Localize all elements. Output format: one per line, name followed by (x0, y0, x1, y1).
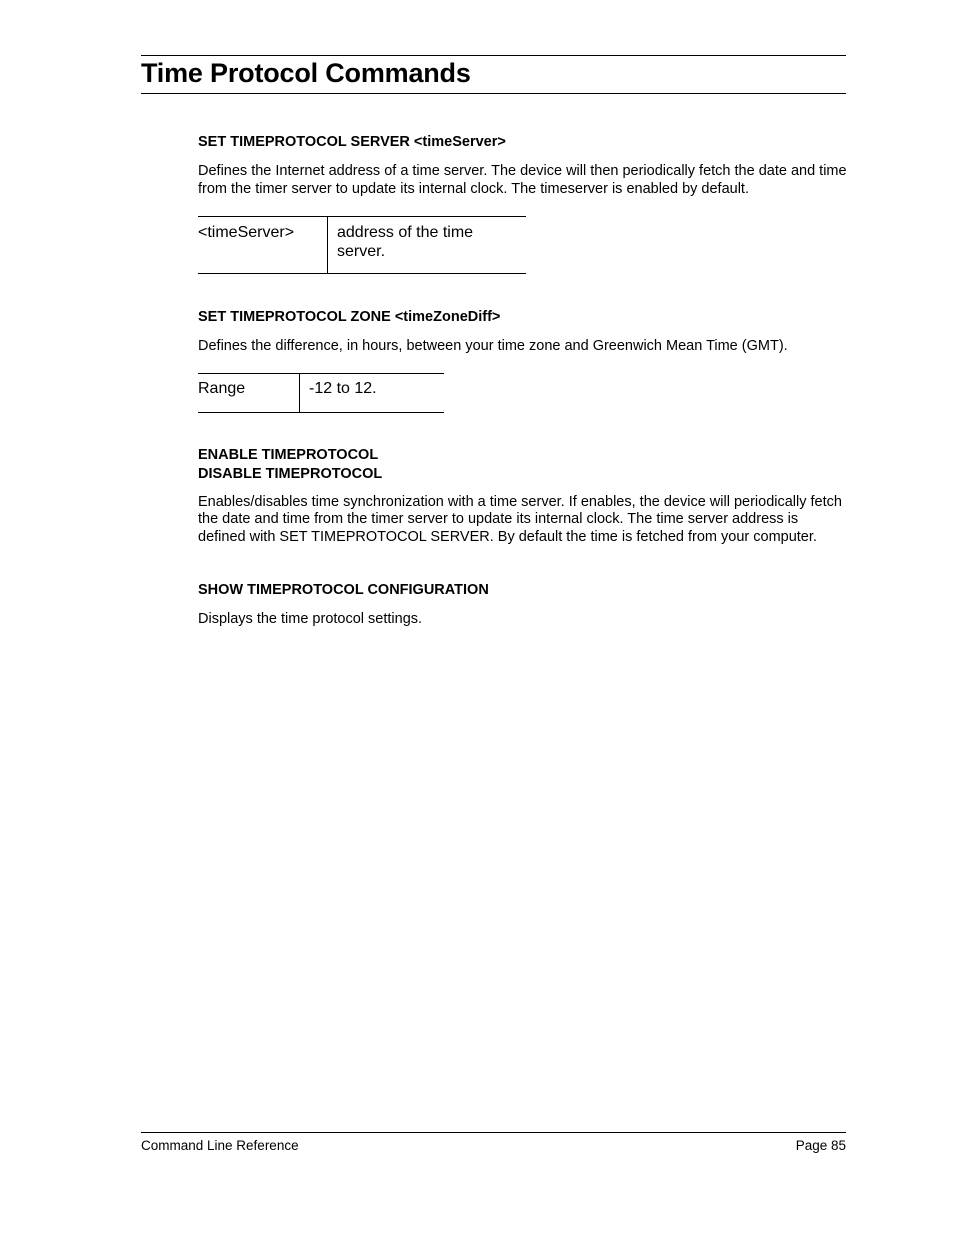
command-description: Displays the time protocol settings. (198, 611, 423, 627)
command-heading: ENABLE TIMEPROTOCOL (198, 446, 379, 463)
command-heading: SHOW TIMEPROTOCOL CONFIGURATION (198, 582, 489, 598)
section-set-timeprotocol-server (198, 133, 848, 274)
parameter-name: Range (198, 373, 300, 412)
command-heading: SET TIMEPROTOCOL SERVER <timeServer> (198, 134, 506, 150)
page-header (141, 55, 846, 94)
table-row (198, 373, 444, 412)
command-description: Defines the Internet address of a time server. The device will then periodically fetch the date and time from the timer server to update its internal clock. The timeserver is enabled by default. (198, 163, 847, 197)
section-enable-disable-timeprotocol (198, 446, 848, 547)
parameter-table (198, 373, 444, 413)
table-row (198, 217, 526, 274)
command-heading: DISABLE TIMEPROTOCOL (198, 465, 383, 482)
section-show-timeprotocol-configuration (198, 581, 848, 629)
section-set-timeprotocol-zone (198, 308, 848, 413)
page-number: Page 85 (795, 1138, 846, 1153)
parameter-table (198, 216, 526, 274)
parameter-description: -12 to 12. (309, 379, 377, 397)
command-description: Defines the difference, in hours, between your time zone and Greenwich Mean Time (GMT). (198, 338, 788, 354)
footer-document-title: Command Line Reference (141, 1138, 299, 1153)
command-description: Enables/disables time synchronization with a time server. If enables, the device will periodically fetch the date and time from the timer server to update its internal clock. The time server address is defined with SET TIMEPROTOCOL SERVER. By default the time is fetched from your computer. (198, 493, 842, 545)
parameter-description: address of the time server. (337, 224, 474, 260)
page-footer (141, 1132, 846, 1154)
parameter-name: <timeServer> (198, 217, 328, 274)
command-heading: SET TIMEPROTOCOL ZONE <timeZoneDiff> (198, 309, 501, 325)
page-title: Time Protocol Commands (141, 58, 471, 88)
content (198, 133, 848, 629)
